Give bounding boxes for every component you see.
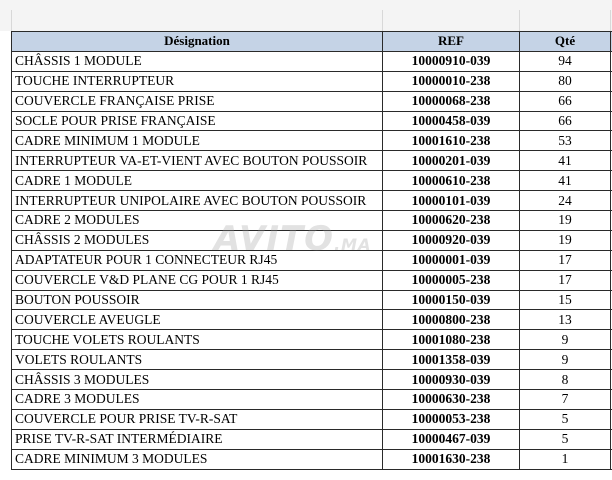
ref-cell: 10000068-238 [383,91,520,111]
qty-cell: 41 [520,151,611,171]
column-gridline [11,10,12,31]
qty-cell: 41 [520,171,611,191]
ref-cell: 10000005-238 [383,270,520,290]
header-qty: Qté [520,32,611,52]
ref-cell: 10001080-238 [383,330,520,350]
ref-cell: 10000150-039 [383,290,520,310]
ref-cell: 10000201-039 [383,151,520,171]
designation-cell: SOCLE POUR PRISE FRANÇAISE [12,111,383,131]
qty-cell: 5 [520,409,611,429]
qty-cell: 19 [520,211,611,231]
qty-cell: 7 [520,390,611,410]
ref-cell: 10000630-238 [383,390,520,410]
designation-cell: PRISE TV-R-SAT INTERMÉDIAIRE [12,429,383,449]
designation-cell: CADRE 2 MODULES [12,211,383,231]
ref-cell: 10000800-238 [383,310,520,330]
ref-cell: 10000101-039 [383,191,520,211]
column-gridline [519,10,520,31]
ref-cell: 10000620-238 [383,211,520,231]
ref-cell: 10001610-238 [383,131,520,151]
table-row [12,370,612,390]
ref-cell: 10000910-039 [383,51,520,71]
designation-cell: CADRE 3 MODULES [12,390,383,410]
qty-cell: 19 [520,230,611,250]
designation-cell: COUVERCLE POUR PRISE TV-R-SAT [12,409,383,429]
table-row [12,151,612,171]
table-row [12,330,612,350]
qty-cell: 66 [520,111,611,131]
header-designation: Désignation [12,32,383,52]
designation-cell: CADRE MINIMUM 1 MODULE [12,131,383,151]
inventory-table [11,31,612,470]
table-row [12,350,612,370]
qty-cell: 17 [520,250,611,270]
designation-cell: TOUCHE INTERRUPTEUR [12,71,383,91]
header-row [12,32,612,52]
table-row [12,429,612,449]
qty-cell: 53 [520,131,611,151]
table-row [12,171,612,191]
designation-cell: TOUCHE VOLETS ROULANTS [12,330,383,350]
qty-cell: 15 [520,290,611,310]
table-row [12,71,612,91]
table-row [12,270,612,290]
ref-cell: 10000053-238 [383,409,520,429]
table-row [12,250,612,270]
designation-cell: INTERRUPTEUR UNIPOLAIRE AVEC BOUTON POUSSOIR [12,191,383,211]
ref-cell: 10000920-039 [383,230,520,250]
ref-cell: 10001630-238 [383,449,520,469]
qty-cell: 8 [520,370,611,390]
table-row [12,230,612,250]
table-row [12,91,612,111]
qty-cell: 9 [520,330,611,350]
designation-cell: COUVERCLE FRANÇAISE PRISE [12,91,383,111]
ref-cell: 10001358-039 [383,350,520,370]
ref-cell: 10000001-039 [383,250,520,270]
ref-cell: 10000610-238 [383,171,520,191]
table-row [12,211,612,231]
header-ref: REF [383,32,520,52]
qty-cell: 24 [520,191,611,211]
table-row [12,310,612,330]
designation-cell: CHÂSSIS 3 MODULES [12,370,383,390]
table-row [12,390,612,410]
table-row [12,290,612,310]
table-row [12,111,612,131]
column-gridline [382,10,383,31]
designation-cell: VOLETS ROULANTS [12,350,383,370]
qty-cell: 13 [520,310,611,330]
qty-cell: 66 [520,91,611,111]
spreadsheet-top-band [0,0,612,31]
designation-cell: BOUTON POUSSOIR [12,290,383,310]
column-gridline [610,10,611,31]
qty-cell: 1 [520,449,611,469]
table-row [12,131,612,151]
watermark-logo: AVITO.MA [214,219,372,259]
ref-cell: 10000930-039 [383,370,520,390]
designation-cell: COUVERCLE AVEUGLE [12,310,383,330]
qty-cell: 5 [520,429,611,449]
designation-cell: CHÂSSIS 2 MODULES [12,230,383,250]
table-row [12,449,612,469]
qty-cell: 80 [520,71,611,91]
ref-cell: 10000458-039 [383,111,520,131]
qty-cell: 94 [520,51,611,71]
designation-cell: ADAPTATEUR POUR 1 CONNECTEUR RJ45 [12,250,383,270]
qty-cell: 9 [520,350,611,370]
table-row [12,51,612,71]
ref-cell: 10000010-238 [383,71,520,91]
designation-cell: COUVERCLE V&D PLANE CG POUR 1 RJ45 [12,270,383,290]
table-row [12,191,612,211]
designation-cell: CADRE MINIMUM 3 MODULES [12,449,383,469]
designation-cell: CADRE 1 MODULE [12,171,383,191]
designation-cell: CHÂSSIS 1 MODULE [12,51,383,71]
ref-cell: 10000467-039 [383,429,520,449]
table-row [12,409,612,429]
qty-cell: 17 [520,270,611,290]
designation-cell: INTERRUPTEUR VA-ET-VIENT AVEC BOUTON POUSSOIR [12,151,383,171]
